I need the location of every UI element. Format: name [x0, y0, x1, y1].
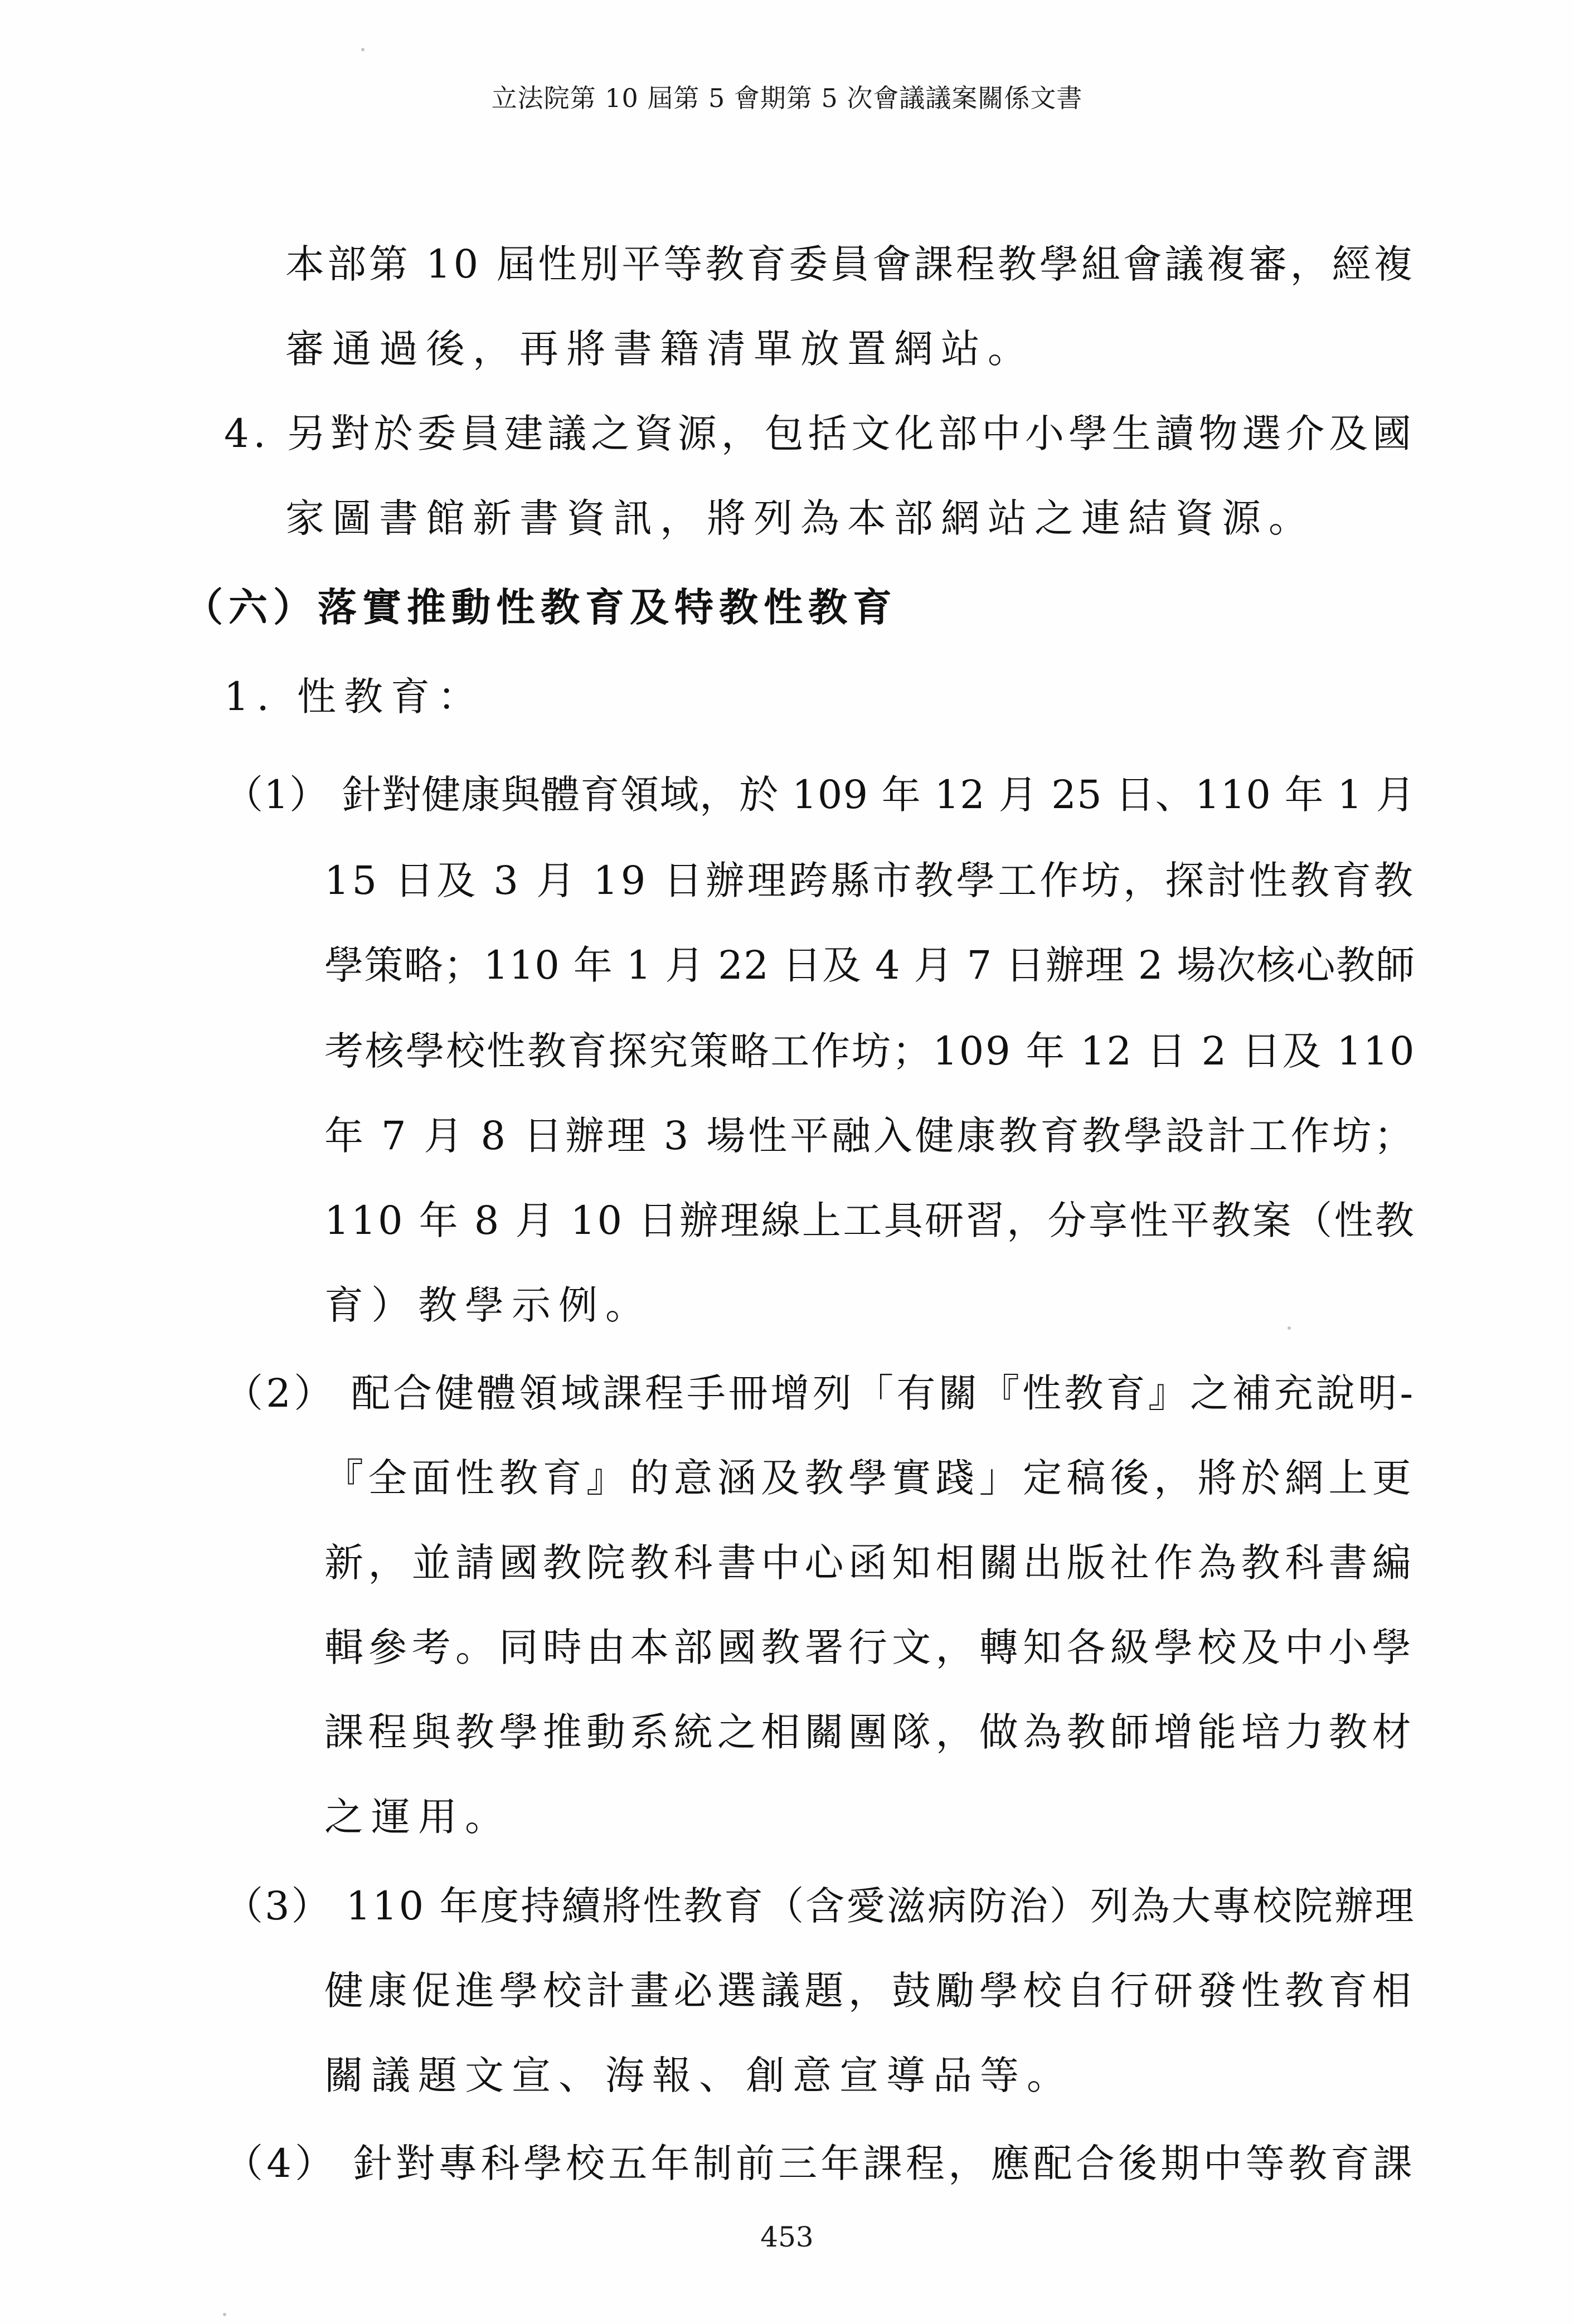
- item-2-line-3: 新，並請國教院教科書中心函知相關出版社作為教科書編: [324, 1540, 1416, 1586]
- body-line-2: 審通過後，再將書籍清單放置網站。: [285, 326, 1034, 372]
- item-1-line-2: 15 日及 3 月 19 日辦理跨縣市教學工作坊，探討性教育教: [324, 858, 1416, 903]
- item-1-line-1: （1） 針對健康與體育領域，於 109 年 12 月 25 日、110 年 1 月: [224, 772, 1416, 818]
- item-1-line-4: 考核學校性教育探究策略工作坊；109 年 12 日 2 日及 110: [324, 1028, 1416, 1074]
- page-number: 453: [760, 2221, 814, 2253]
- item-1-line-7: 育）教學示例。: [324, 1282, 652, 1328]
- section-heading: （六）落實推動性教育及特教性教育: [184, 584, 897, 630]
- item-2-line-4: 輯參考。同時由本部國教署行文，轉知各級學校及中小學: [324, 1625, 1416, 1670]
- item-3-line-1: （3） 110 年度持續將性教育（含愛滋病防治）列為大專校院辦理: [224, 1883, 1416, 1929]
- item-1-line-6: 110 年 8 月 10 日辦理線上工具研習，分享性平教案（性教: [324, 1198, 1416, 1243]
- item-4-line-2: 家圖書館新書資訊，將列為本部網站之連結資源。: [285, 495, 1315, 541]
- item-2-line-6: 之運用。: [324, 1794, 512, 1840]
- item-1-line-3: 學策略；110 年 1 月 22 日及 4 月 7 日辦理 2 場次核心教師: [324, 942, 1416, 988]
- item-4b-line-1: （4） 針對專科學校五年制前三年課程，應配合後期中等教育課: [224, 2141, 1416, 2186]
- item-3-line-3: 關議題文宣、海報、創意宣導品等。: [324, 2053, 1073, 2098]
- item-1-line-5: 年 7 月 8 日辦理 3 場性平融入健康教育教學設計工作坊；: [324, 1113, 1416, 1159]
- item-2-line-5: 課程與教學推動系統之相關團隊，做為教師增能培力教材: [324, 1709, 1416, 1755]
- document-header: 立法院第 10 屆第 5 會期第 5 次會議議案關係文書: [491, 83, 1083, 113]
- scan-speck: [361, 48, 365, 51]
- body-line-1: 本部第 10 屆性別平等教育委員會課程教學組會議複審，經複: [285, 241, 1416, 287]
- scan-speck: [1288, 1326, 1291, 1330]
- item-2-line-1: （2） 配合健體領域課程手冊增列「有關『性教育』之補充說明-: [224, 1370, 1416, 1416]
- subsection-heading: 1. 性教育：: [224, 674, 485, 719]
- scan-speck: [223, 2313, 226, 2316]
- item-4-line-1: 4. 另對於委員建議之資源，包括文化部中小學生讀物選介及國: [224, 411, 1416, 456]
- item-2-line-2: 『全面性教育』的意涵及教學實踐」定稿後，將於網上更: [324, 1455, 1416, 1501]
- item-3-line-2: 健康促進學校計畫必選議題，鼓勵學校自行研發性教育相: [324, 1968, 1416, 2014]
